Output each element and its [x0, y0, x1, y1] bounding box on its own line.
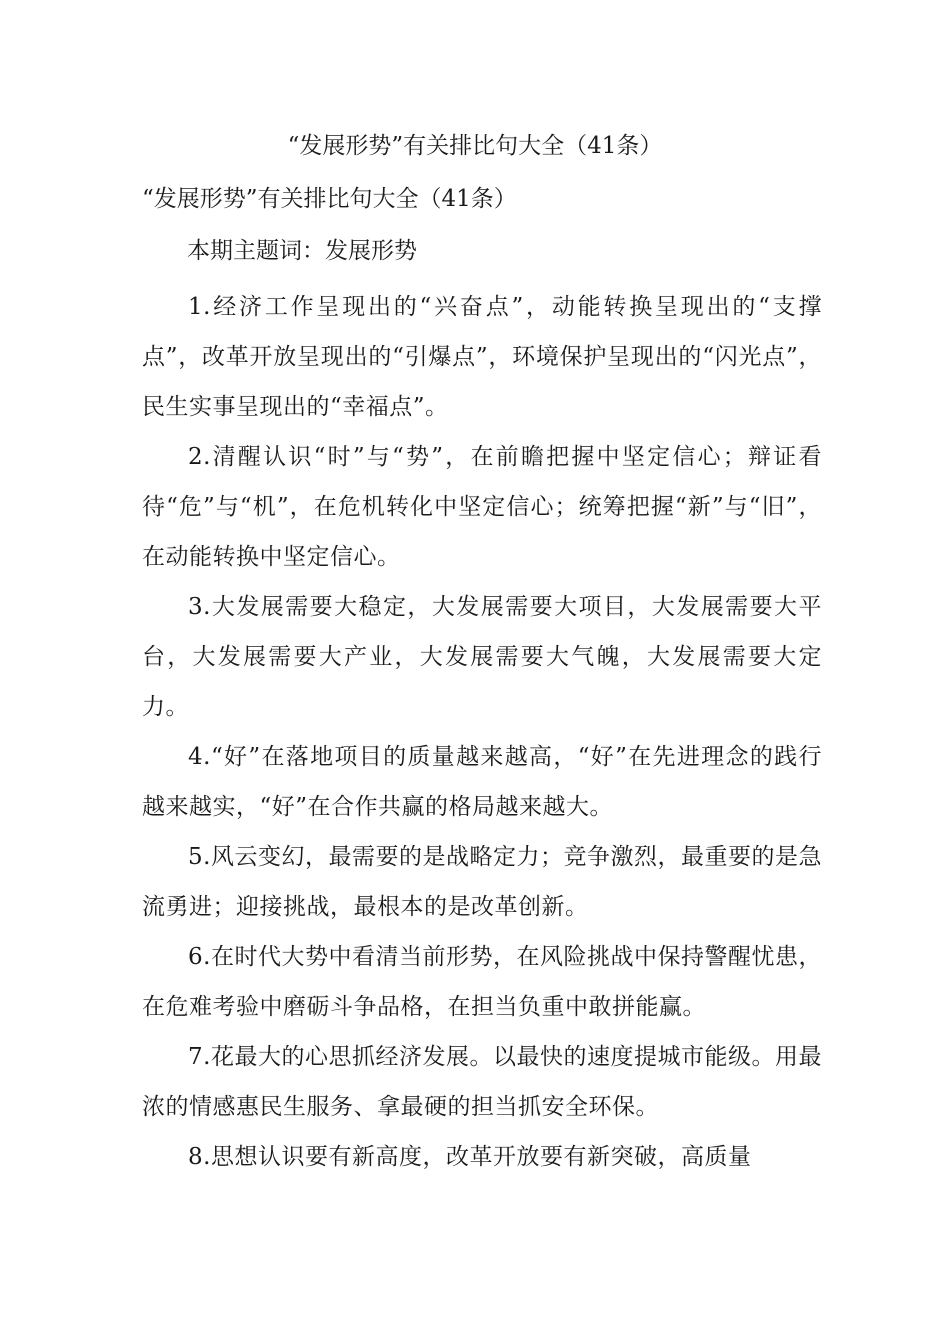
- list-item: 7.花最大的心思抓经济发展。以最快的速度提城市能级。用最浓的情感惠民生服务、拿最硬的担当抓安全环保。: [142, 1044, 822, 1120]
- list-item: 2.清醒认识“时”与“势”，在前瞻把握中坚定信心；辩证看待“危”与“机”，在危机转化中坚定信心；统筹把握“新”与“旧”，在动能转换中坚定信心。: [142, 444, 822, 570]
- sentence-list: [142, 282, 822, 1182]
- list-item: 5.风云变幻，最需要的是战略定力；竞争激烈，最重要的是急流勇进；迎接挑战，最根本的是改革创新。: [142, 844, 822, 920]
- list-item: 4.“好”在落地项目的质量越来越高，“好”在先进理念的践行越来越实，“好”在合作共赢的格局越来越大。: [142, 744, 822, 820]
- list-item: 1.经济工作呈现出的“兴奋点”，动能转换呈现出的“支撑点”，改革开放呈现出的“引爆点”，环境保护呈现出的“闪光点”，民生实事呈现出的“幸福点”。: [142, 294, 822, 420]
- list-item: 8.思想认识要有新高度，改革开放要有新突破，高质量: [188, 1144, 752, 1170]
- document-title: “发展形势”有关排比句大全（41条）: [287, 133, 663, 159]
- document-subtitle: “发展形势”有关排比句大全（41条）: [142, 186, 517, 212]
- list-item: 6.在时代大势中看清当前形势，在风险挑战中保持警醒忧患，在危难考验中磨砺斗争品格，在担当负重中敢拼能赢。: [142, 944, 822, 1020]
- list-item: 3.大发展需要大稳定，大发展需要大项目，大发展需要大平台，大发展需要大产业，大发展需要大气魄，大发展需要大定力。: [142, 594, 822, 720]
- keyword-line: 本期主题词：发展形势: [187, 238, 417, 264]
